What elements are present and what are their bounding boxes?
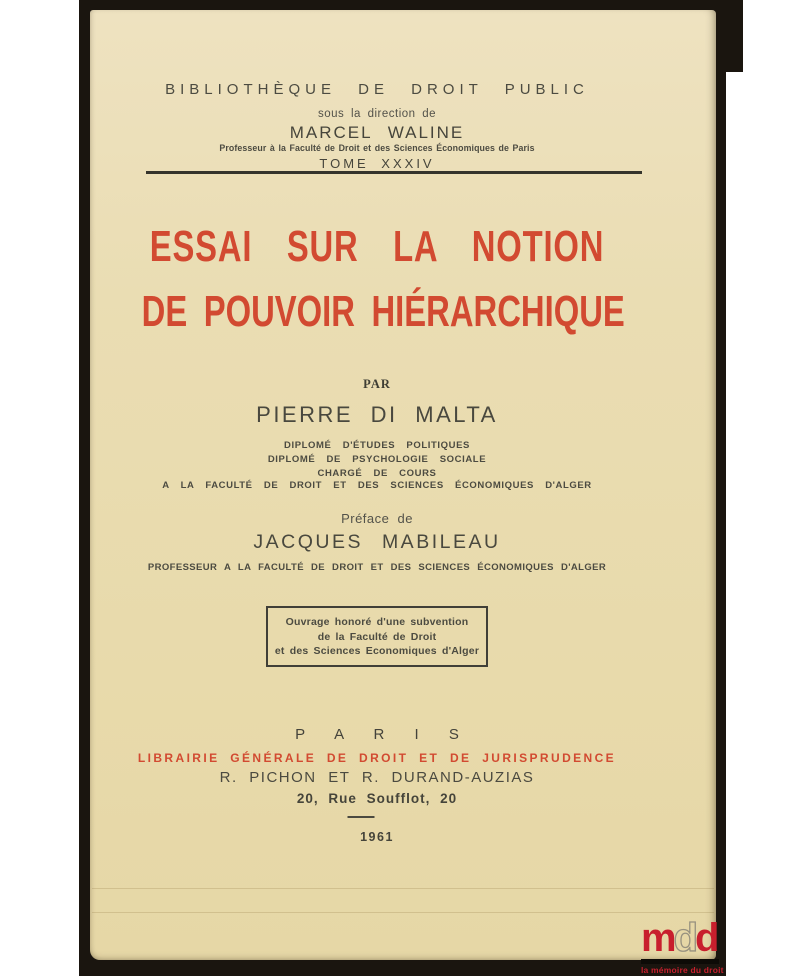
series-director-name: MARCEL WALINE [289, 123, 465, 142]
author-credential: A LA FACULTÉ DE DROIT ET DES SCIENCES ÉCONOMIQUES D'ALGER [162, 480, 592, 491]
mdd-watermark-logo [641, 918, 724, 975]
imprint-names: R. PICHON ET R. DURAND-AUZIAS [219, 769, 535, 786]
mdd-tagline: la mémoire du droit [641, 965, 724, 975]
imprint-year: 1961 [360, 830, 394, 844]
imprint-publisher: LIBRAIRIE GÉNÉRALE DE DROIT ET DE JURISPRUDENCE [137, 751, 617, 765]
series-name: BIBLIOTHÈQUE DE DROIT PUBLIC [165, 81, 589, 98]
preface-author-title: PROFESSEUR A LA FACULTÉ DE DROIT ET DES SCIENCES ÉCONOMIQUES D'ALGER [147, 562, 607, 573]
series-direction-label: sous la direction de [317, 108, 437, 120]
imprint-rule [348, 816, 375, 818]
imprint-city: P A R I S [295, 726, 472, 743]
book-cover [90, 10, 716, 960]
author-credential: CHARGÉ DE COURS [317, 468, 437, 479]
mdd-logo-letters [641, 918, 724, 958]
mdd-letter-d-outline: d [673, 916, 696, 960]
subvention-line: de la Faculté de Droit [317, 630, 437, 643]
author-credential: DIPLOMÉ DE PSYCHOLOGIE SOCIALE [267, 454, 487, 465]
author-name: PIERRE DI MALTA [256, 402, 498, 427]
photo-backdrop [79, 0, 726, 976]
subvention-line: Ouvrage honoré d'une subvention [285, 616, 469, 628]
book-title-line1: ESSAI SUR LA NOTION [149, 223, 605, 271]
header-rule [146, 171, 642, 174]
book-title-line2: DE POUVOIR HIÉRARCHIQUE [141, 288, 625, 336]
preface-label: Préface de [341, 511, 413, 526]
imprint-address: 20, Rue Soufflot, 20 [296, 791, 458, 806]
series-director-title: Professeur à la Faculté de Droit et des Sciences Économiques de Paris [219, 143, 535, 153]
subvention-line: et des Sciences Economiques d'Alger [274, 645, 480, 657]
mdd-letter-m: m [641, 916, 674, 960]
cover-content [90, 10, 664, 960]
author-credential: DIPLOMÉ D'ÉTUDES POLITIQUES [284, 440, 470, 451]
par-label: PAR [363, 377, 391, 391]
mdd-letter-d: d [695, 916, 717, 960]
subvention-box [266, 606, 488, 667]
series-tome: TOME XXXIV [319, 156, 435, 171]
preface-author-name: JACQUES MABILEAU [253, 531, 501, 553]
